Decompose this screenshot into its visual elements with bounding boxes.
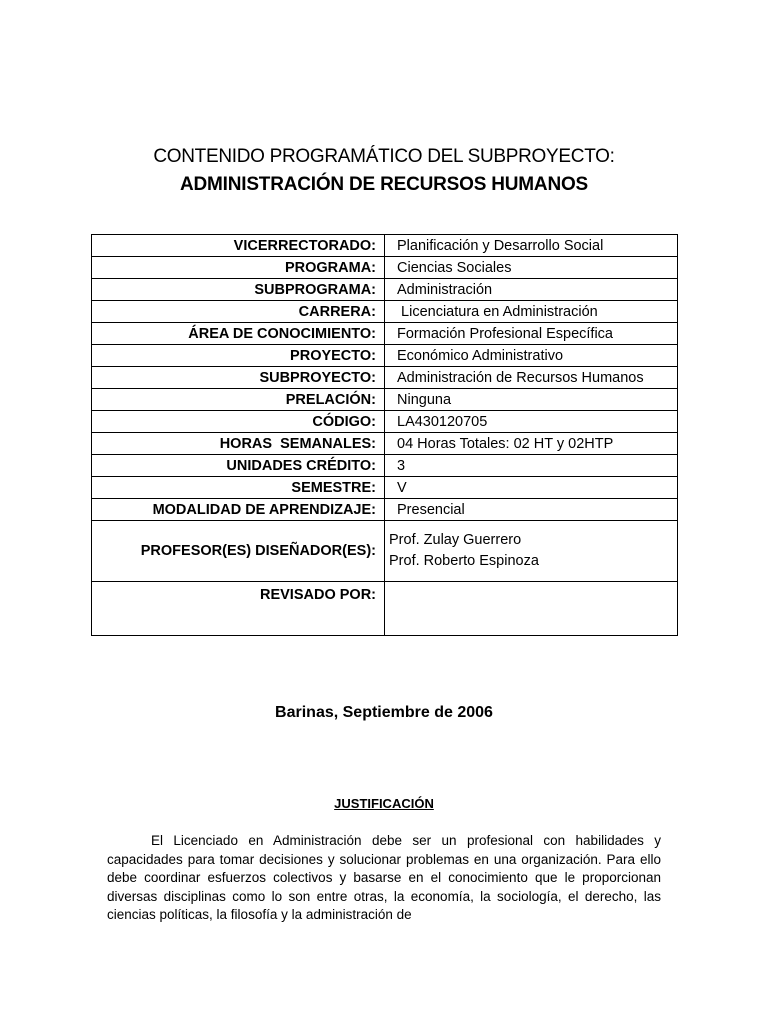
row-label: CÓDIGO: [92, 411, 385, 433]
row-label: PRELACIÓN: [92, 389, 385, 411]
reviewed-value [385, 582, 678, 636]
table-row [92, 323, 678, 345]
row-label: HORAS SEMANALES: [92, 433, 385, 455]
place-date: Barinas, Septiembre de 2006 [275, 704, 493, 721]
row-value: Administración [385, 279, 678, 301]
table-row [92, 235, 678, 257]
table-row [92, 477, 678, 499]
row-value: Ninguna [385, 389, 678, 411]
row-label: ÁREA DE CONOCIMIENTO: [92, 323, 385, 345]
designer-name: Prof. Roberto Espinoza [389, 553, 539, 569]
table-row [92, 411, 678, 433]
row-value: Formación Profesional Específica [385, 323, 678, 345]
row-value: Administración de Recursos Humanos [385, 367, 678, 389]
table-row [92, 301, 678, 323]
table-row [92, 389, 678, 411]
row-value: V [385, 477, 678, 499]
row-label: PROYECTO: [92, 345, 385, 367]
row-value: LA430120705 [385, 411, 678, 433]
row-value: 04 Horas Totales: 02 HT y 02HTP [385, 433, 678, 455]
designer-name: Prof. Zulay Guerrero [389, 532, 522, 548]
document-title-line1: CONTENIDO PROGRAMÁTICO DEL SUBPROYECTO: [153, 146, 615, 167]
designers-label: PROFESOR(ES) DISEÑADOR(ES): [92, 521, 385, 582]
row-value: Ciencias Sociales [385, 257, 678, 279]
row-label: PROGRAMA: [92, 257, 385, 279]
row-value: Planificación y Desarrollo Social [385, 235, 678, 257]
row-label: MODALIDAD DE APRENDIZAJE: [92, 499, 385, 521]
row-value: Económico Administrativo [385, 345, 678, 367]
section-title-justification: JUSTIFICACIÓN [334, 796, 434, 811]
row-value: Licenciatura en Administración [385, 301, 678, 323]
table-row [92, 455, 678, 477]
justification-paragraph: El Licenciado en Administración debe ser un profesional con habilidades y capacidades para tomar decisiones y solucionar problemas en una organización. Para ello debe coordinar esfuerzos colectivos y basarse en el conocimiento que le proporcionan diversas disciplinas como lo son entre otras, la economía, la sociología, el derecho, las ciencias políticas, la filosofía y la administración de [107, 833, 661, 922]
course-info-table [91, 234, 678, 636]
table-row [92, 279, 678, 301]
table-row [92, 257, 678, 279]
row-label: CARRERA: [92, 301, 385, 323]
table-row-designers [92, 521, 678, 582]
document-title-line2: ADMINISTRACIÓN DE RECURSOS HUMANOS [179, 174, 589, 195]
table-row [92, 433, 678, 455]
table-row [92, 367, 678, 389]
table-row [92, 499, 678, 521]
row-label: SUBPROGRAMA: [92, 279, 385, 301]
table-row-reviewed [92, 582, 678, 636]
table-row [92, 345, 678, 367]
row-value: Presencial [385, 499, 678, 521]
row-label: VICERRECTORADO: [92, 235, 385, 257]
row-label: UNIDADES CRÉDITO: [92, 455, 385, 477]
designers-value [385, 521, 678, 582]
reviewed-label: REVISADO POR: [92, 582, 385, 636]
row-value: 3 [385, 455, 678, 477]
row-label: SUBPROYECTO: [92, 367, 385, 389]
row-label: SEMESTRE: [92, 477, 385, 499]
